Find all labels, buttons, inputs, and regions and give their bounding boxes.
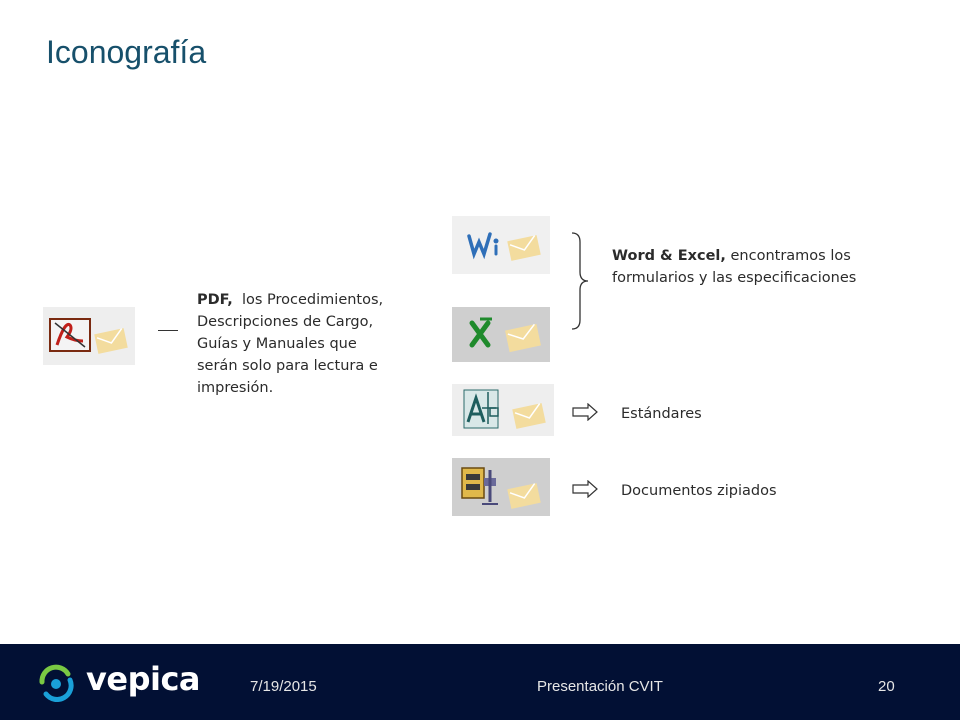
slide-title: Iconografía <box>46 34 207 70</box>
word-excel-line-1: encontramos los <box>725 248 851 264</box>
excel-icon <box>452 307 550 362</box>
vepica-logo-icon <box>34 662 80 702</box>
zip-label: Documentos zipiados <box>621 483 777 499</box>
footer-date: 7/19/2015 <box>250 678 317 695</box>
footer-presentation: Presentación CVIT <box>537 678 663 695</box>
page-number: 20 <box>878 678 895 695</box>
word-icon <box>452 216 550 274</box>
word-excel-description <box>612 245 912 289</box>
pdf-line-2: Descripciones de Cargo, <box>197 314 374 330</box>
curly-brace <box>570 232 590 330</box>
standards-icon <box>452 384 554 436</box>
arrow-right-icon <box>572 403 598 421</box>
connector-line <box>158 330 178 331</box>
pdf-label: PDF, <box>197 292 233 308</box>
arrow-right-icon <box>572 480 598 498</box>
pdf-line-3: Guías y Manuales que <box>197 336 357 352</box>
word-excel-line-2: formularios y las especificaciones <box>612 270 857 286</box>
pdf-icon <box>43 307 135 365</box>
pdf-line-5: impresión. <box>197 380 274 396</box>
vepica-logo-text: vepica <box>86 660 200 698</box>
pdf-description <box>197 289 397 399</box>
pdf-line-4: serán solo para lectura e <box>197 358 378 374</box>
word-excel-label: Word & Excel, <box>612 248 726 264</box>
zip-icon <box>452 458 550 516</box>
standards-label: Estándares <box>621 406 702 422</box>
pdf-line-1: los Procedimientos, <box>232 292 384 308</box>
